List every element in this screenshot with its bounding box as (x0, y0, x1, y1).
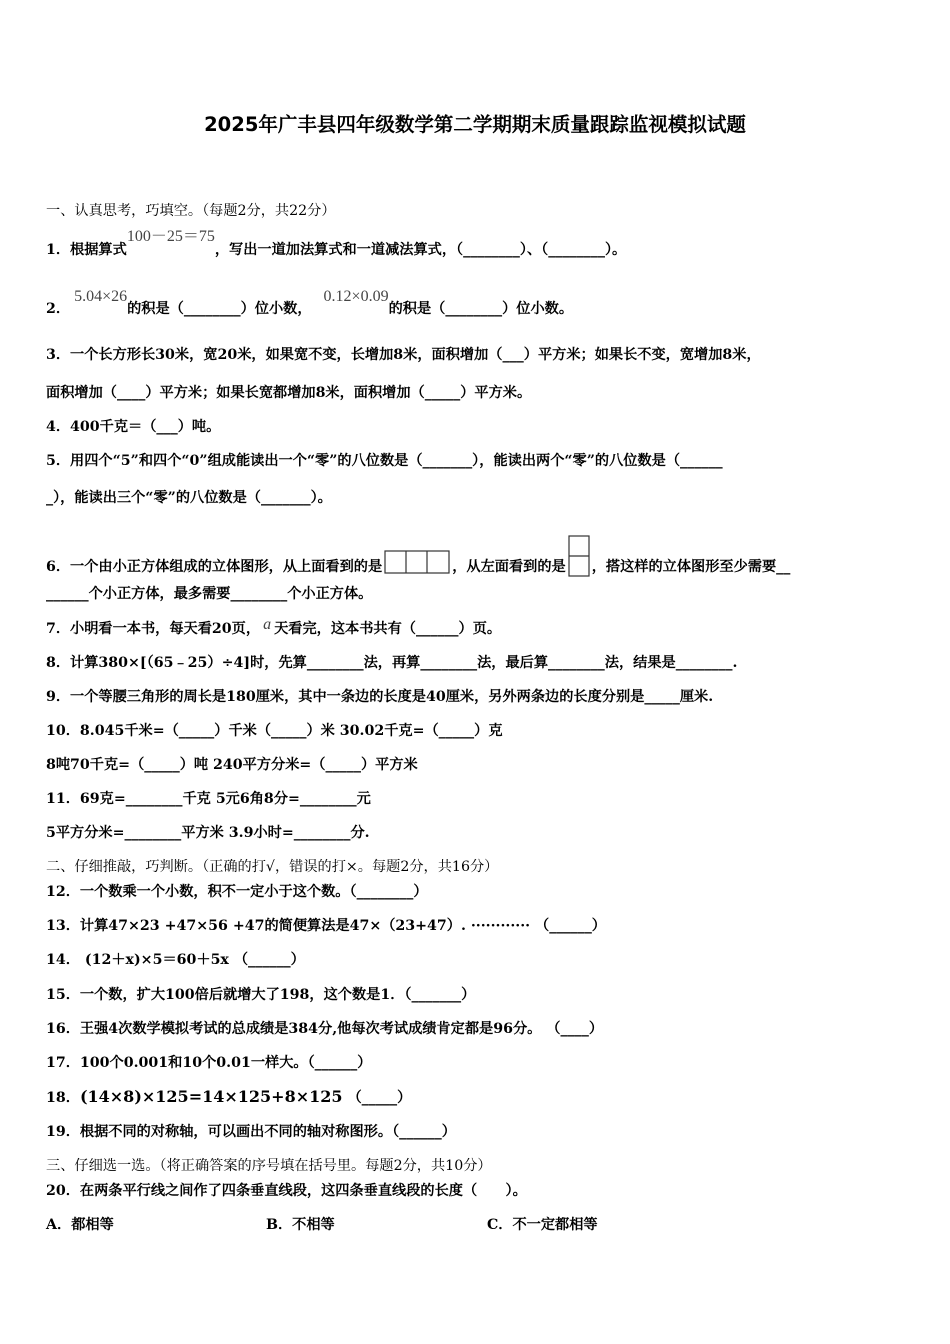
question-10-line-1: 10．8.045千米=（_____）千米（_____）米 30.02千克=（_____）克 (46, 723, 503, 739)
question-9: 9．一个等腰三角形的周长是180厘米，其中一条边的长度是40厘米，另外两条边的长度分别是_____厘米. (46, 689, 714, 705)
question-18 (46, 1087, 411, 1108)
q18-number: 18． (46, 1090, 80, 1106)
q18-expression: (14×8)×125=14×125+8×125 (79, 1087, 343, 1106)
question-2 (46, 288, 574, 319)
question-13: 13．计算47×23 +47×56 +47的简便算法是47×（23+47）. ············ （______） (46, 918, 606, 934)
question-5-line-2: _），能读出三个“零”的八位数是（_______）。 (46, 490, 332, 506)
q2-mid: 的积是（________）位小数， (127, 301, 312, 317)
question-7 (46, 616, 502, 639)
question-4: 4．400千克＝（___）吨。 (46, 419, 221, 435)
option-c: C．不一定都相等 (487, 1217, 598, 1233)
question-11-line-1: 11．69克=________千克 5元6角8分=________元 (46, 791, 371, 807)
page-title: 2025年广丰县四年级数学第二学期期末质量跟踪监视模拟试题 (204, 113, 746, 136)
q18-post: （_____） (342, 1090, 412, 1106)
question-11-line-2: 5平方分米=________平方米 3.9小时=________分. (46, 825, 370, 841)
q2-formula-1: 5.04×26 (74, 288, 128, 305)
q6-pre: 6．一个由小正方体组成的立体图形，从上面看到的是 (46, 559, 383, 575)
q1-formula: 100－25＝75 (126, 228, 215, 245)
question-3-line-1: 3．一个长方形长30米，宽20米，如果宽不变，长增加8米，面积增加（___）平方米；如果长不变，宽增加8米， (46, 347, 761, 363)
question-12: 12．一个数乘一个小数，积不一定小于这个数。（________） (46, 884, 428, 900)
question-16: 16．王强4次数学模拟考试的总成绩是384分,他每次考试成绩肯定都是96分。 （____） (46, 1021, 604, 1037)
option-a: A．都相等 (46, 1217, 114, 1233)
section-2-header: 二、仔细推敲，巧判断。（正确的打√，错误的打×。每题2分，共16分） (46, 859, 499, 875)
question-8: 8．计算380×[（65﹣25）÷4]时，先算________法，再算________法，最后算________法，结果是________. (46, 655, 738, 671)
question-3-line-2: 面积增加（____）平方米；如果长宽都增加8米，面积增加（_____）平方米。 (46, 385, 532, 401)
q1-pre: 1．根据算式 (46, 242, 127, 258)
question-1 (46, 228, 627, 260)
question-15: 15．一个数，扩大100倍后就增大了198，这个数是1．（_______） (46, 987, 476, 1003)
section-3-header: 三、仔细选一选。（将正确答案的序号填在括号里。每题2分，共10分） (46, 1158, 492, 1174)
left-view-diagram (568, 535, 590, 577)
question-6-line-1 (46, 535, 790, 577)
question-20: 20．在两条平行线之间作了四条垂直线段，这四条垂直线段的长度（ ）。 (46, 1183, 527, 1199)
q6-post: ，搭这样的立体图形至少需要__ (591, 559, 791, 575)
top-view-diagram (384, 550, 450, 574)
q6-mid: ，从左面看到的是 (452, 559, 566, 575)
question-14: 14． (12＋x)×5＝60＋5x （______） (46, 952, 305, 968)
q7-variable: a (263, 616, 272, 633)
question-6-line-2: ______个小正方体，最多需要________个小正方体。 (46, 586, 373, 602)
q7-post: 天看完，这本书共有（______）页。 (274, 621, 502, 637)
option-b: B．不相等 (266, 1217, 335, 1233)
question-17: 17．100个0.001和10个0.01一样大。（______） (46, 1055, 372, 1071)
question-10-line-2: 8吨70千克=（_____）吨 240平方分米=（_____）平方米 (46, 757, 418, 773)
q2-number: 2． (46, 301, 71, 317)
q1-post: ，写出一道加法算式和一道减法算式，（________）、（________）。 (214, 242, 627, 258)
q7-pre: 7．小明看一本书，每天看20页， (46, 621, 261, 637)
section-1-header: 一、认真思考，巧填空。（每题2分，共22分） (46, 203, 336, 219)
question-5-line-1: 5．用四个“5”和四个“0”组成能读出一个“零”的八位数是（_______），能读出两个“零”的八位数是（______ (46, 453, 723, 469)
q2-formula-2: 0.12×0.09 (323, 288, 389, 305)
question-19: 19．根据不同的对称轴，可以画出不同的轴对称图形。（______） (46, 1124, 456, 1140)
q2-post: 的积是（________）位小数。 (388, 301, 574, 317)
